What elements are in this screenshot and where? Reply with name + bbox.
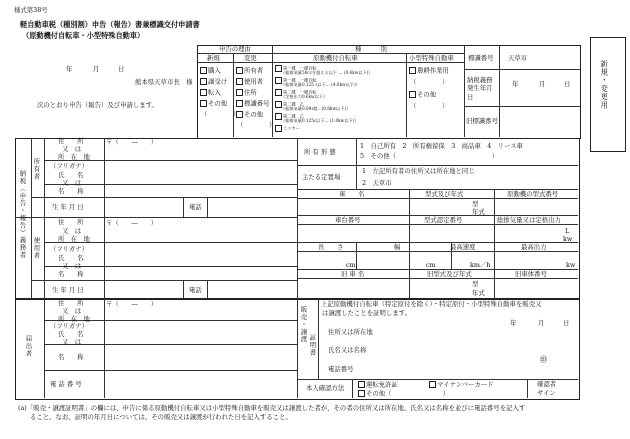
cert-phone-label: 電話番号	[328, 365, 354, 373]
model-year-label: 型式及び年式	[425, 190, 464, 198]
width-label: 幅	[394, 243, 401, 251]
addressee: 熊本県天草市長 様	[135, 78, 193, 86]
owner-corp-label: 名 称	[58, 187, 84, 195]
length-unit: cm	[346, 261, 356, 269]
moped-item-note: （総排気量0.09ℓ超…(0.8kw以下)）	[281, 106, 351, 111]
owner-name-label: 氏 名	[58, 171, 84, 179]
storage-option-1[interactable]: 1 左記所有者の住所又は所在地と同じ	[362, 167, 475, 175]
seal-mark: ㊞	[540, 355, 548, 364]
vehicle-name-label: 車 名	[339, 190, 365, 198]
reporter-address-label: 住 所	[58, 299, 84, 307]
speed-unit: km／h	[470, 261, 491, 269]
reason-transfer-in[interactable]: 譲受け	[200, 78, 227, 85]
other2-checkbox[interactable]	[236, 111, 243, 118]
model-label: 型	[472, 200, 479, 208]
reporter-corp-label: 名 称	[58, 353, 84, 361]
user-postal[interactable]: 〒（ ― ）	[106, 219, 158, 227]
address-checkbox[interactable]	[236, 89, 243, 96]
reporter-side-label: 届出者	[24, 335, 33, 358]
date-year: 年	[66, 65, 73, 73]
owner-checkbox[interactable]	[236, 67, 243, 74]
plate-checkbox[interactable]	[236, 100, 243, 107]
cert-text-2: は譲渡したことを証明します。	[322, 309, 411, 317]
ownership-label: 所 有 形 態	[304, 148, 336, 156]
reason-moving-in[interactable]: 転入	[200, 89, 221, 96]
owner-or-label: 又 は	[62, 145, 82, 153]
small-other[interactable]: その他	[409, 91, 436, 98]
ownership-other[interactable]: 5 その他（ ）	[360, 152, 499, 160]
cert-label-a: 販売・譲渡	[299, 306, 308, 343]
tax-notice-label: 納税義務発生年月日	[467, 76, 493, 101]
identity-other[interactable]: その他（ ）	[358, 390, 449, 397]
identity-other-checkbox[interactable]	[358, 390, 365, 397]
date-month: 月	[93, 65, 100, 73]
reason-new: 新規	[207, 54, 220, 62]
farm-use[interactable]: 農耕作業用	[409, 67, 449, 74]
moped-item-note: （定格出力0.6kw以下）	[281, 94, 328, 99]
plate-label: 標識番号	[468, 54, 494, 62]
owner-location-label: 所 在 地	[58, 153, 90, 161]
change-owner[interactable]: 所有者	[236, 67, 263, 74]
moped-item[interactable]: 第二種 一種自転	[275, 89, 317, 96]
change-plate[interactable]: 標識番号	[236, 100, 270, 107]
purchase-checkbox[interactable]	[200, 67, 207, 74]
form-number: 様式第38号	[14, 6, 48, 14]
cert-address-label: 住所又は所在地	[328, 328, 373, 336]
moped-item[interactable]: ミニカー	[275, 125, 300, 132]
year-label: 年式	[472, 208, 485, 216]
owner-postal[interactable]: 〒（ ― ）	[106, 138, 158, 146]
reason-other[interactable]: その他	[200, 100, 227, 107]
moped-item-note: （総排気量0.125ℓ以下… (1.0kw以下)）	[281, 118, 359, 123]
identity-label: 本人確認方法	[306, 384, 345, 392]
storage-option-2[interactable]: 2 天草市	[362, 179, 392, 187]
moving-in-checkbox[interactable]	[200, 89, 207, 96]
chassis-label: 車台番号	[335, 216, 361, 224]
transfer-in-checkbox[interactable]	[200, 78, 207, 85]
notice-month: 月	[539, 80, 546, 88]
user-or2-label: 又 は	[62, 262, 82, 270]
user-corp-label: 名 称	[58, 270, 84, 278]
change-address[interactable]: 住所	[236, 89, 257, 96]
form-title: 軽自動車税（種別割）申告（報告）書兼標識交付申請書	[20, 20, 200, 29]
small-special-header: 小型特殊自動車	[409, 54, 454, 62]
owner-birth-label: 生 年 月 日	[52, 203, 84, 211]
confirmer-label: 確認者	[537, 380, 557, 388]
moped-item[interactable]: 第二種 乙	[275, 113, 304, 120]
intro-text: 次のとおり申告（報告）及び申請します。	[37, 101, 158, 109]
reason-other-paren: （ ）	[201, 110, 240, 118]
ownership-options[interactable]: 1 自己所有 2 所有権留保 3 商品車 4 リース車	[360, 142, 523, 150]
other-checkbox[interactable]	[200, 100, 207, 107]
displacement-label: 総排気量又は定格出力	[497, 216, 561, 224]
user-address-label: 住 所	[58, 218, 84, 226]
output-unit: kw	[566, 261, 576, 269]
owner-furigana-label: （フリガナ）	[50, 162, 89, 170]
user-name-label: 氏 名	[58, 254, 84, 262]
user-phone-label: 電話	[189, 286, 202, 294]
reporter-location-label: 所 在 地	[58, 315, 90, 323]
cert-text-1: 上記原動機付自転車（特定原付を除く）・特定原付・小型特殊自動車を販売又	[321, 300, 542, 308]
length-label: 長 さ	[318, 243, 344, 251]
cert-month: 月	[538, 319, 545, 327]
footnote-line-2: ること。なお、証明の年月日については、その販売又は譲渡が行われた日を記入すること。	[30, 413, 292, 421]
footnote-line-1: (a)「販売・譲渡証明書」の欄には、申告に係る原動機付自転車又は小型特殊自動車を販売又は譲渡した者が、その者の住所又は所在地、氏名又は名称を並びに電話番号を記入す	[18, 404, 526, 412]
reporter-or-label: 又 は	[62, 307, 82, 315]
reporter-furigana-label: （フリガナ）	[50, 322, 89, 330]
cert-name-label: 氏名又は名称	[328, 346, 367, 354]
moped-header: 原動機付自転車	[313, 54, 358, 62]
user-checkbox[interactable]	[236, 78, 243, 85]
top-speed-label: 最高速度	[450, 243, 476, 251]
owner-phone-label: 電話	[189, 203, 202, 211]
user-birth-label: 生 年 月 日	[52, 286, 84, 294]
type-header: 種 別	[355, 45, 387, 53]
old-plate-label: 旧標識番号	[466, 117, 498, 125]
change-other[interactable]: その他	[236, 111, 263, 118]
date-day: 日	[118, 65, 125, 73]
old-name-label: 旧 車 名	[341, 270, 365, 278]
moped-item[interactable]: 第一種 一種自転	[275, 77, 317, 84]
sign-label: サイン	[537, 389, 556, 397]
cert-label-b: 証明書	[308, 334, 317, 357]
owner-address-label: 住 所	[58, 137, 84, 145]
old-chassis-label: 旧車体番号	[515, 270, 547, 278]
moped-item-note: （総排気量0.125 ℓ以下… (4.0kw以下)）	[281, 82, 360, 87]
taxpayer-side-label: 納税（申告・報告）義務者	[18, 170, 27, 259]
user-side-label: 使用者	[32, 237, 41, 260]
kw-unit: kw	[563, 235, 573, 243]
approval-label: 型式認定番号	[424, 216, 463, 224]
reason-purchase[interactable]: 購入	[200, 67, 221, 74]
old-model-type-label: 型	[472, 280, 479, 288]
old-year-label: 年式	[472, 289, 485, 297]
side-tab-label: 新規・変更用	[600, 60, 610, 110]
old-model-label: 旧型式及び年式	[427, 270, 472, 278]
change-user[interactable]: 使用者	[236, 78, 263, 85]
notice-year: 年	[512, 80, 519, 88]
moped-item-note: （総排気量50ccを超える以下 … (0.6kw以下)）	[281, 70, 373, 75]
owner-or2-label: 又 は	[62, 179, 82, 187]
reporter-or2-label: 又 は	[62, 338, 82, 346]
cert-year: 年	[510, 319, 517, 327]
mynumber-checkbox[interactable]	[429, 381, 436, 388]
small-other-paren: （ ）	[410, 102, 449, 110]
form-subtitle: （原動機付自転車・小型特殊自動車）	[22, 31, 145, 40]
cert-day: 日	[563, 319, 570, 327]
user-location-label: 所 在 地	[58, 235, 90, 243]
small-other-checkbox[interactable]	[409, 91, 416, 98]
owner-side-label: 所有者	[32, 158, 41, 181]
reason-change: 変更	[244, 54, 257, 62]
storage-label: 主たる定置場	[302, 173, 341, 181]
user-or-label: 又 は	[62, 227, 82, 235]
moped-item[interactable]: 第一種 一種自転	[275, 65, 317, 72]
reporter-name-label: 氏 名	[58, 330, 84, 338]
moped-item[interactable]: 第二種 乙	[275, 101, 304, 108]
reporter-postal[interactable]: 〒（ ― ）	[106, 300, 158, 308]
moped-checkbox[interactable]	[275, 125, 282, 132]
reason-header: 申告の理由	[219, 45, 251, 53]
identity-mynumber[interactable]: マイナンバーカード	[429, 381, 494, 388]
farm-paren: （ ）	[410, 78, 449, 86]
width-unit: cm	[426, 261, 436, 269]
plate-city: 天草市	[508, 54, 528, 62]
identity-license[interactable]: 運転免許証	[358, 381, 398, 388]
liter-unit: L	[565, 227, 570, 235]
notice-day: 日	[564, 80, 571, 88]
change-other-paren: （ ）	[237, 121, 276, 129]
license-checkbox[interactable]	[358, 381, 365, 388]
user-furigana-label: （フリガナ）	[50, 245, 89, 253]
max-output-label: 最高出力	[521, 243, 547, 251]
engine-model-label: 原動機の型式番号	[507, 190, 559, 198]
reporter-phone-label: 電 話 番 号	[50, 380, 82, 388]
farm-checkbox[interactable]	[409, 67, 416, 74]
